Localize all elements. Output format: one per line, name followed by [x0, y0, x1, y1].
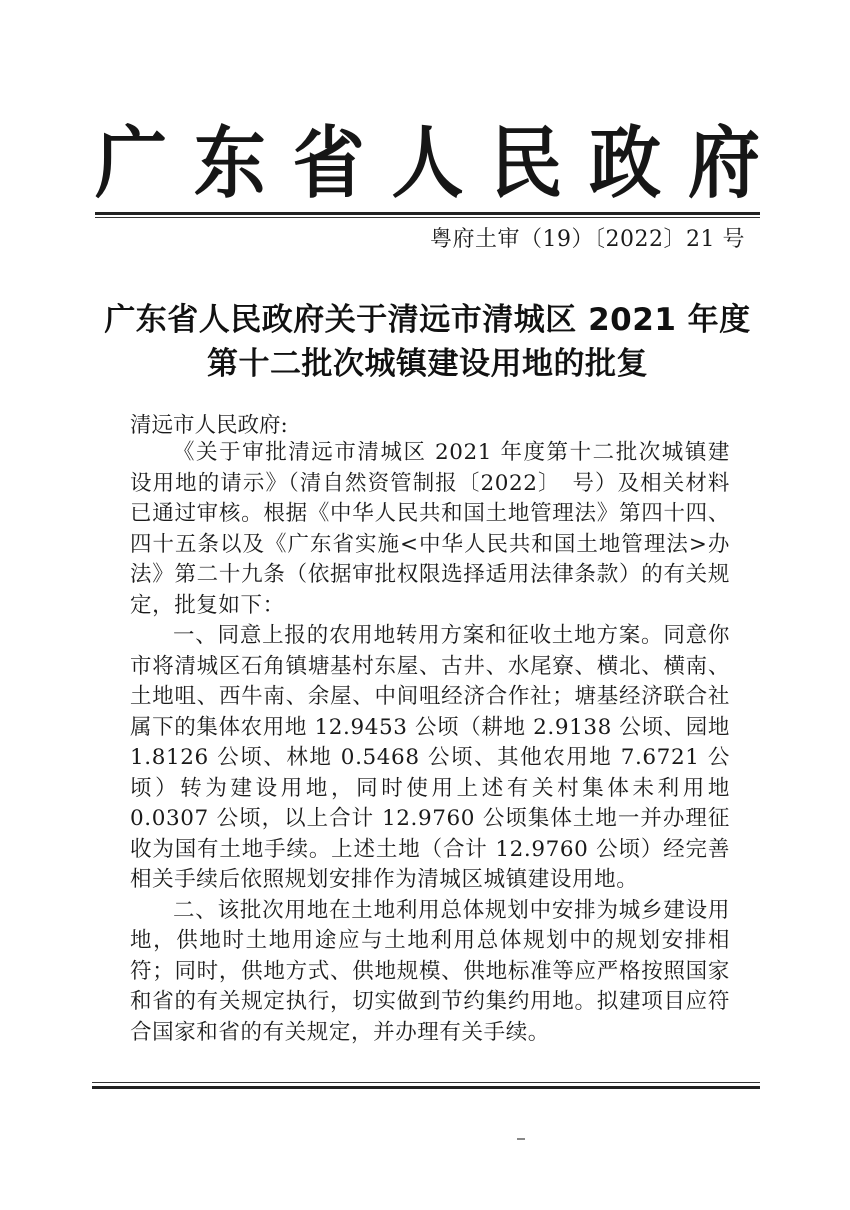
masthead-title [95, 118, 760, 208]
document-body [130, 438, 730, 1048]
masthead-char: 东 [193, 116, 266, 209]
document-title-line-2: 第十二批次城镇建设用地的批复 [207, 346, 648, 382]
masthead-char: 人 [391, 116, 464, 209]
masthead-char: 民 [490, 116, 563, 209]
footer-rule-thick [92, 1086, 760, 1089]
body-paragraph-3: 二、该批次用地在土地利用总体规划中安排为城乡建设用地，供地时土地用途应与土地利用总体规划中的规划安排相符；同时，供地方式、供地规模、供地标准等应严格按照国家和省的有关规定执行，切实做到节约集约用地。拟建项目应符合国家和省的有关规定，并办理有关手续。 [130, 897, 730, 1045]
masthead-char: 省 [292, 116, 365, 209]
page-mark [517, 1138, 525, 1140]
masthead-char: 府 [687, 116, 760, 209]
masthead-char: 广 [95, 116, 168, 209]
document-number: 粤府土审（19）〔2022〕21 号 [430, 227, 745, 252]
document-title-line-1: 广东省人民政府关于清远市清城区 2021 年度 [104, 302, 751, 338]
header-rule-thin [95, 217, 760, 218]
body-paragraph-1: 《关于审批清远市清城区 2021 年度第十二批次城镇建设用地的请示》（清自然资管制报〔2022〕 号）及相关材料已通过审核。根据《中华人民共和国土地管理法》第四十四、四十五条以及《广东省实施<中华人民共和国土地管理法>办法》第二十九条（依据审批权限选择适用法律条款）的有关规定，批复如下： [130, 440, 730, 618]
masthead-char: 政 [589, 116, 662, 209]
addressee: 清远市人民政府: [130, 413, 288, 438]
header-rule-thick [95, 212, 760, 215]
body-paragraph-2: 一、同意上报的农用地转用方案和征收土地方案。同意你市将清城区石角镇塘基村东屋、古井、水尾寮、横北、横南、土地咀、西牛南、余屋、中间咀经济合作社；塘基经济联合社属下的集体农用地 12.9453 公顷（耕地 2.9138 公顷、园地 1.8126 公顷、林地 0.5468 公顷、其他农用地 7.6721 公顷）转为建设用地，同时使用上述有关村集体未利用地 0.0307 公顷，以上合计 12.9760 公顷集体土地一并办理征收为国有土地手续。上述土地（合计 12.9760 公顷）经完善相关手续后依照规划安排作为清城区城镇建设用地。 [130, 623, 730, 892]
footer-rule-thin [92, 1082, 760, 1083]
